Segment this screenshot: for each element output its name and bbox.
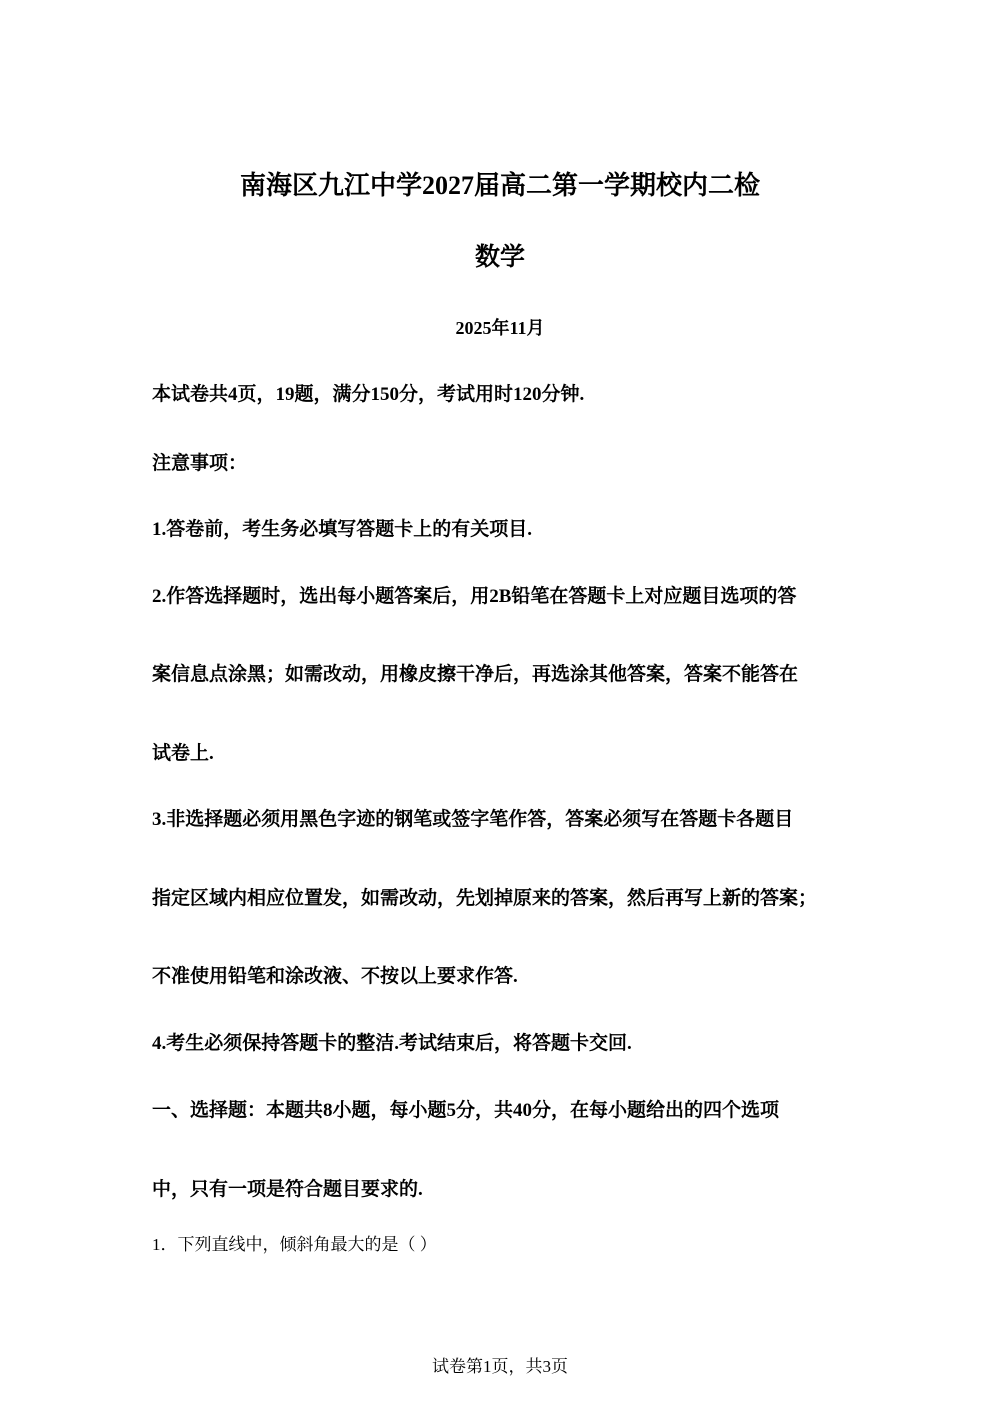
question-1: 1．下列直线中，倾斜角最大的是（ ） [152,1235,437,1254]
notice-line: 试卷上. [152,743,214,764]
notice-line: 3.非选择题必须用黑色字迹的钢笔或签字笔作答，答案必须写在答题卡各题目 [152,809,794,830]
page-footer: 试卷第1页，共3页 [432,1357,568,1376]
notice-line: 1.答卷前，考生务必填写答题卡上的有关项目. [152,519,533,540]
section-heading: 一、选择题：本题共8小题，每小题5分，共40分，在每小题给出的四个选项 [152,1100,780,1121]
notice-line: 案信息点涂黑；如需改动，用橡皮擦干净后，再选涂其他答案，答案不能答在 [152,664,799,685]
section-heading-cont: 中，只有一项是符合题目要求的. [152,1179,423,1200]
notice-line: 指定区域内相应位置发，如需改动，先划掉原来的答案，然后再写上新的答案； [152,888,818,909]
subject-title: 数学 [474,244,525,271]
exam-title: 南海区九江中学2027届高二第一学期校内二检 [239,171,760,200]
exam-intro: 本试卷共4页，19题，满分150分，考试用时120分钟. [152,384,585,405]
exam-date: 2025年11月 [455,318,545,338]
notice-heading: 注意事项： [152,453,248,474]
notice-line: 不准使用铅笔和涂改液、不按以上要求作答. [152,966,518,987]
notice-line: 4.考生必须保持答题卡的整洁.考试结束后，将答题卡交回. [152,1033,632,1054]
notice-line: 2.作答选择题时，选出每小题答案后，用2B铅笔在答题卡上对应题目选项的答 [152,586,797,607]
